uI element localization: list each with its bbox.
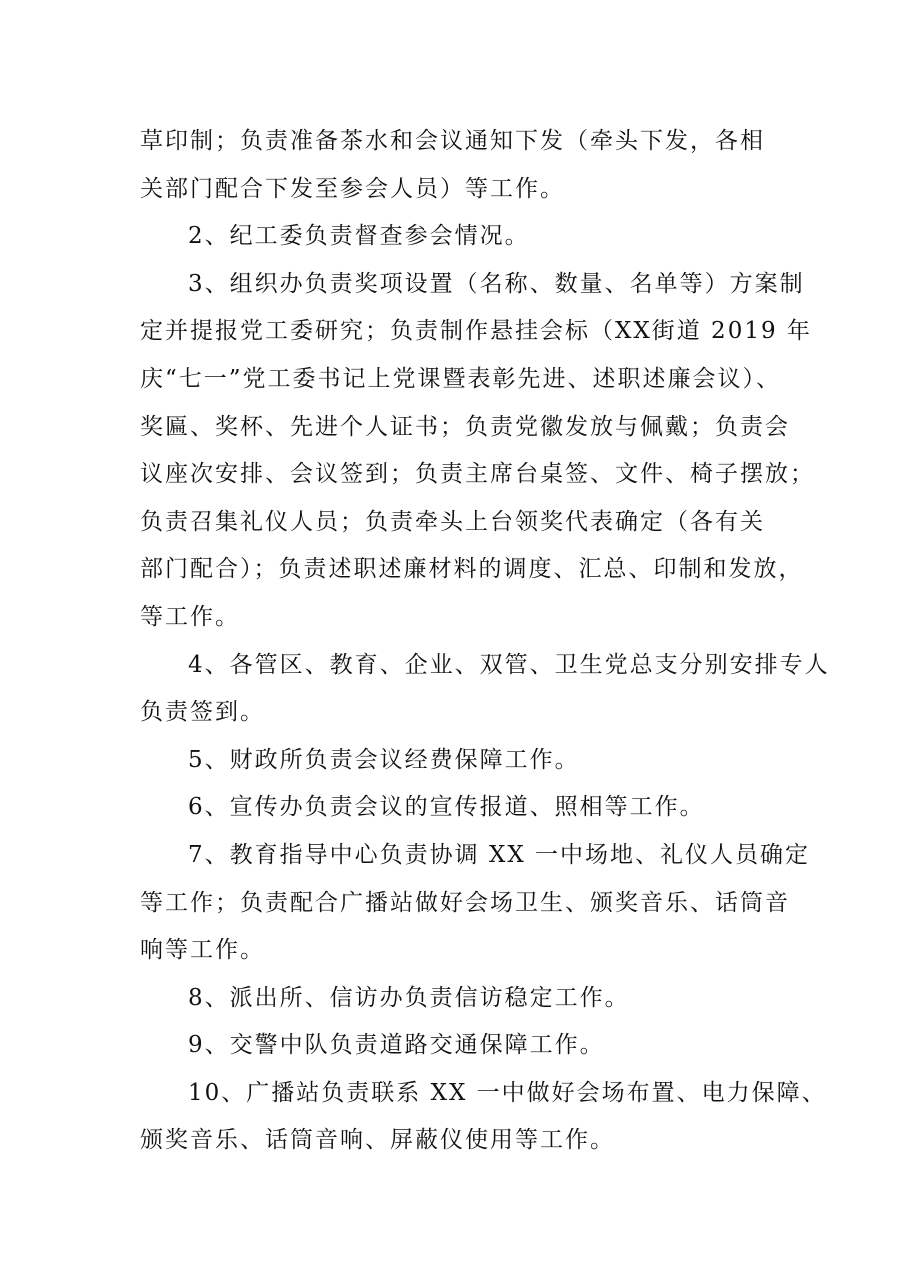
item-3-line-5: 议座次安排、会议签到；负责主席台桌签、文件、椅子摆放； bbox=[140, 461, 815, 488]
item-2-line-1: 2、纪工委负责督查参会情况。 bbox=[188, 223, 530, 250]
item-3-line-3: 庆“七一”党工委书记上党课暨表彰先进、述职述廉会议）、 bbox=[140, 365, 782, 392]
item-3-line-1: 3、组织办负责奖项设置（名称、数量、名单等）方案制 bbox=[188, 270, 805, 297]
document-body bbox=[140, 118, 830, 1165]
item-4-line-1: 4、各管区、教育、企业、双管、卫生党总支分别安排专人 bbox=[188, 651, 830, 678]
item-3-line-6: 负责召集礼仪人员；负责牵头上台领奖代表确定（各有关 bbox=[140, 508, 765, 535]
item-4-line-2: 负责签到。 bbox=[140, 699, 265, 726]
item-7-line-3: 响等工作。 bbox=[140, 937, 265, 964]
item-5-line-1: 5、财政所负责会议经费保障工作。 bbox=[188, 746, 580, 773]
item-3-line-2: 定并提报党工委研究；负责制作悬挂会标（XX街道 2019 年 bbox=[140, 318, 812, 345]
item-7-line-2: 等工作；负责配合广播站做好会场卫生、颁奖音乐、话筒音 bbox=[140, 889, 790, 916]
item-7-line-1: 7、教育指导中心负责协调 XX 一中场地、礼仪人员确定 bbox=[188, 841, 811, 868]
item-3-line-4: 奖匾、奖杯、先进个人证书；负责党徽发放与佩戴；负责会 bbox=[140, 413, 790, 440]
item-10-line-1: 10、广播站负责联系 XX 一中做好会场布置、电力保障、 bbox=[188, 1079, 827, 1106]
item-3-line-7: 部门配合）；负责述职述廉材料的调度、汇总、印制和发放， bbox=[140, 556, 804, 583]
item-3-line-8: 等工作。 bbox=[140, 603, 240, 630]
text-line-2: 关部门配合下发至参会人员）等工作。 bbox=[140, 175, 565, 202]
item-10-line-2: 颁奖音乐、话筒音响、屏蔽仪使用等工作。 bbox=[140, 1127, 615, 1154]
item-6-line-1: 6、宣传办负责会议的宣传报道、照相等工作。 bbox=[188, 794, 705, 821]
item-9-line-1: 9、交警中队负责道路交通保障工作。 bbox=[188, 1032, 605, 1059]
item-8-line-1: 8、派出所、信访办负责信访稳定工作。 bbox=[188, 984, 630, 1011]
text-line-1: 草印制；负责准备茶水和会议通知下发（牵头下发，各相 bbox=[140, 128, 765, 154]
